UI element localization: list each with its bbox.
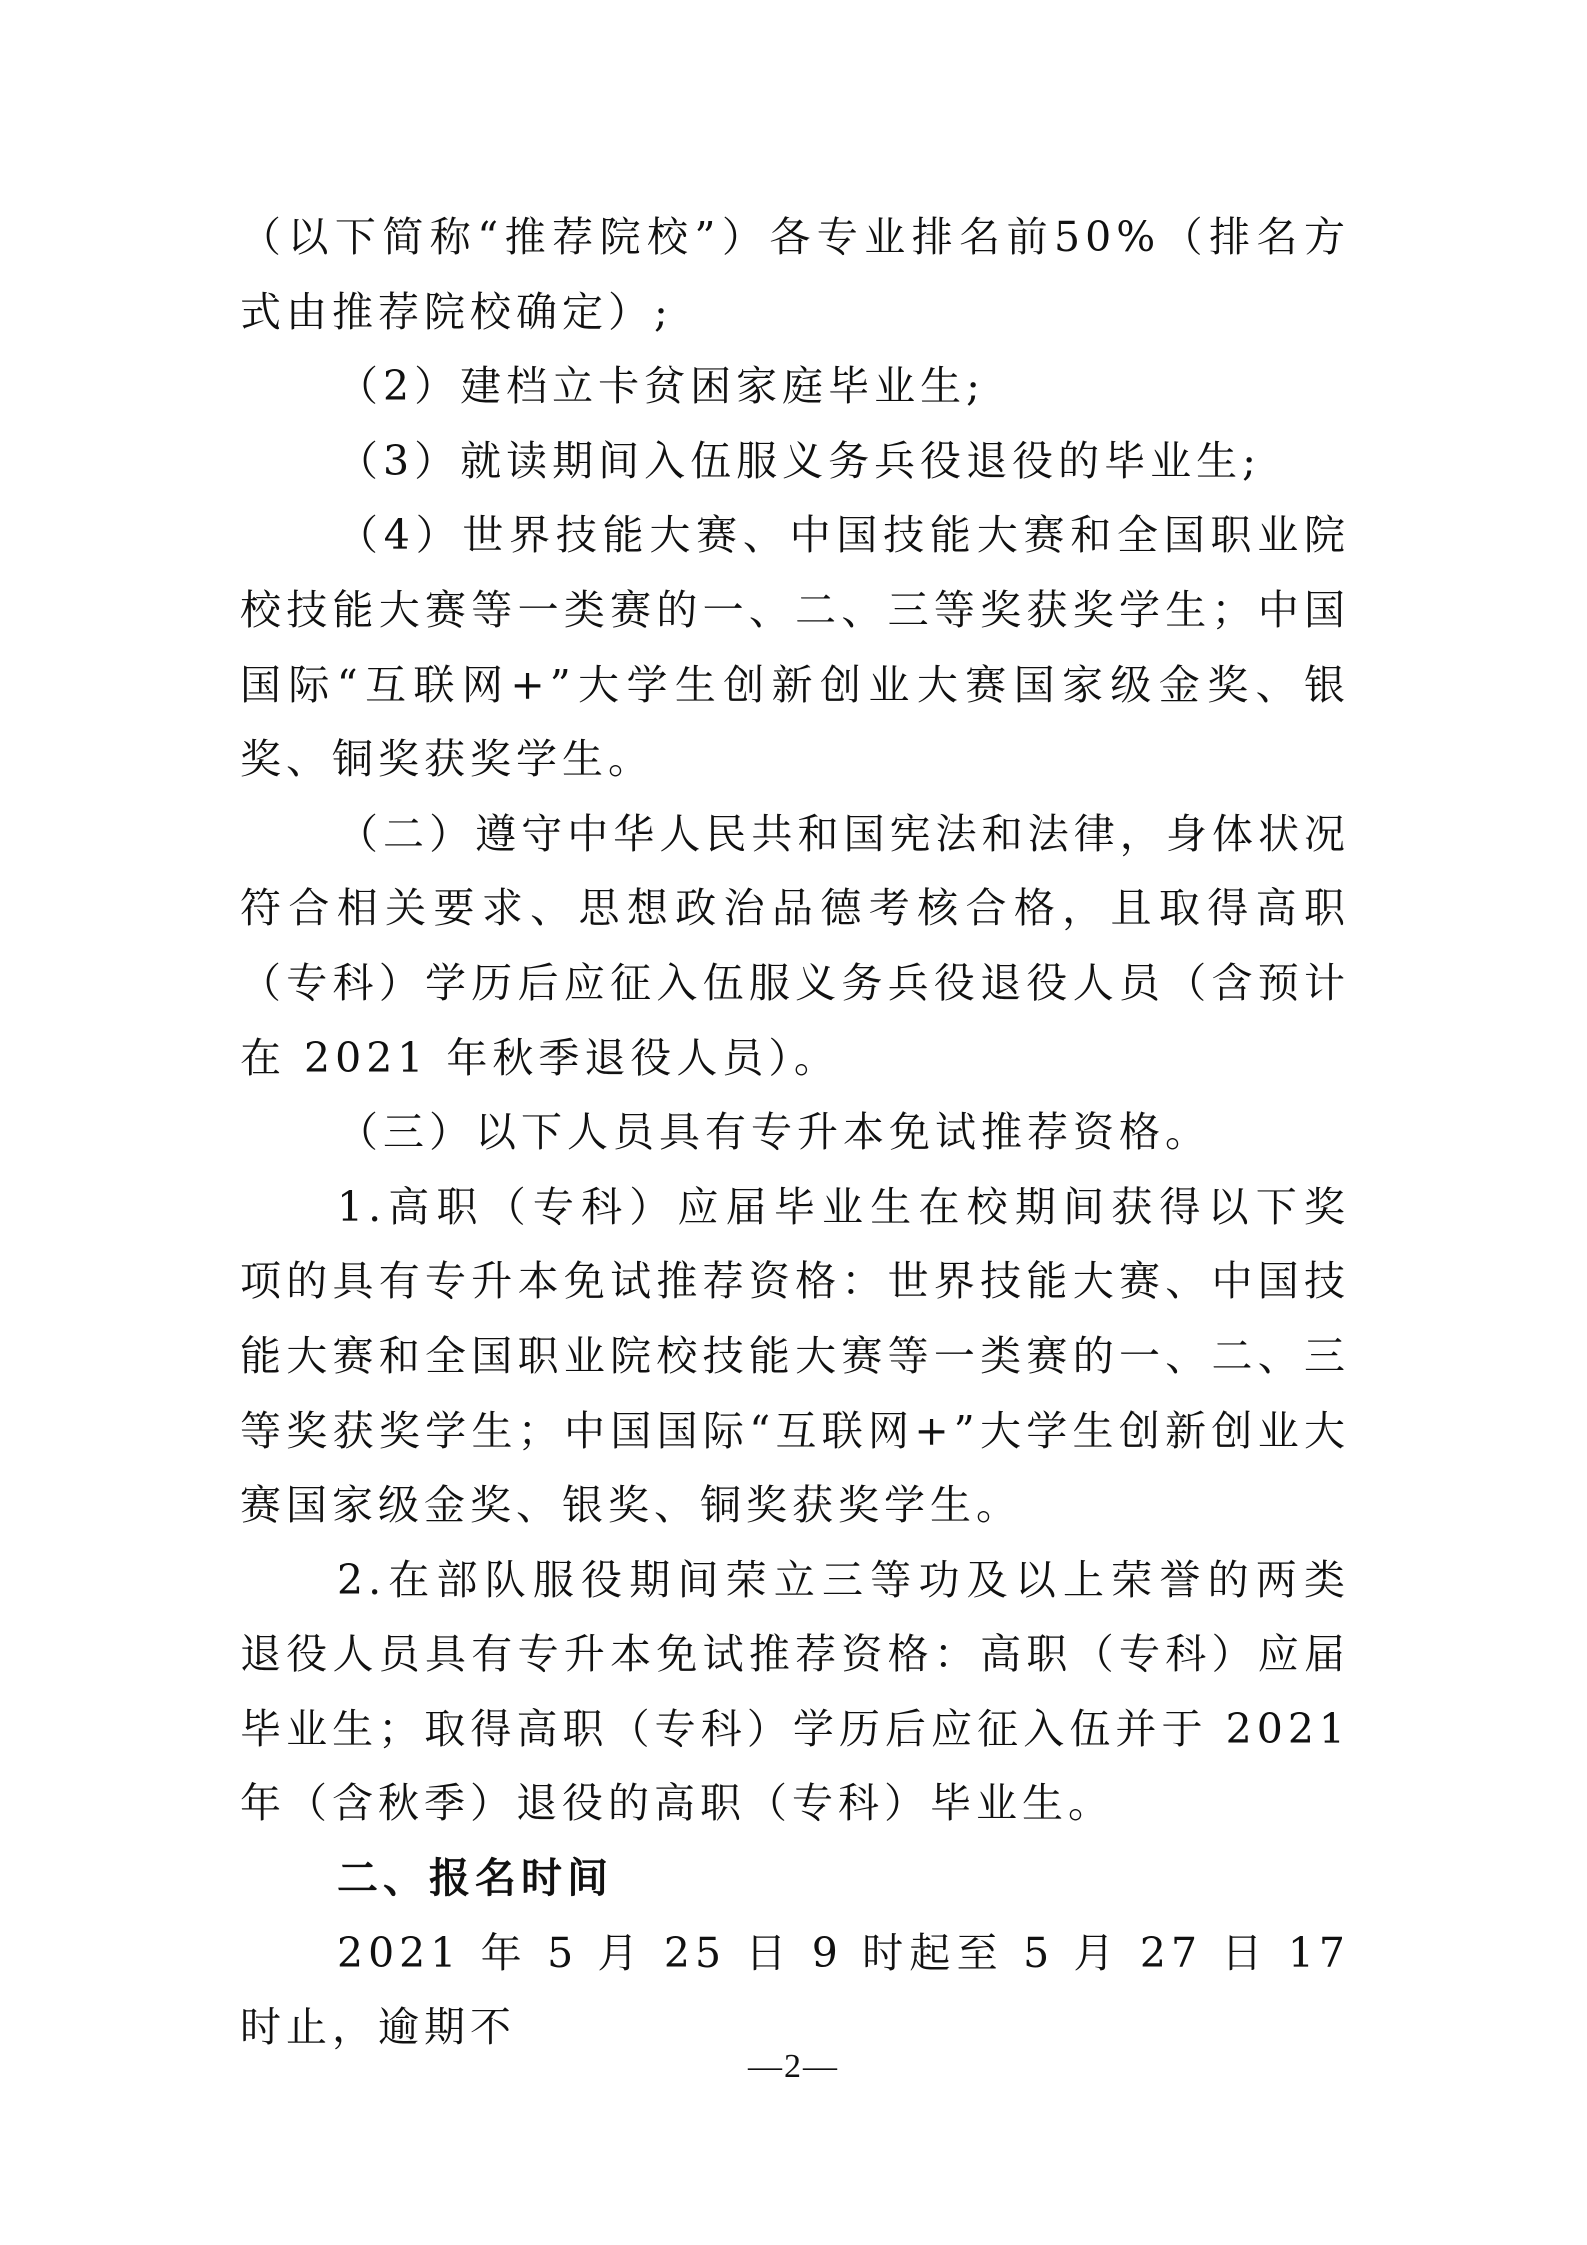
paragraph-item-4: （4）世界技能大赛、中国技能大赛和全国职业院校技能大赛等一类赛的一、二、三等奖获奖学生；中国国际“互联网+”大学生创新创业大赛国家级金奖、银奖、铜奖获奖学生。 <box>240 511 1350 784</box>
section-heading: 二、报名时间 <box>337 1854 613 1903</box>
document-body <box>240 200 1350 2065</box>
paragraph-item-2: （2）建档立卡贫困家庭毕业生; <box>337 362 985 411</box>
paragraph-recommend-schools: （以下简称“推荐院校”）各专业排名前50%（排名方式由推荐院校确定）; <box>240 213 1350 336</box>
page-number: —2— <box>748 2048 839 2085</box>
paragraph-section-three: （三）以下人员具有专升本免试推荐资格。 <box>337 1108 1211 1157</box>
paragraph-point-1: 1.高职（专科）应届毕业生在校期间获得以下奖项的具有专升本免试推荐资格：世界技能大赛、中国技能大赛和全国职业院校技能大赛等一类赛的一、二、三等奖获奖学生；中国国际“互联网+”大学生创新创业大赛国家级金奖、银奖、铜奖获奖学生。 <box>240 1182 1350 1530</box>
paragraph-registration-time: 2021 年 5 月 25 日 9 时起至 5 月 27 日 17 时止，逾期不 <box>240 1928 1350 2052</box>
paragraph-point-2: 2.在部队服役期间荣立三等功及以上荣誉的两类退役人员具有专升本免试推荐资格：高职（专科）应届毕业生；取得高职（专科）学历后应征入伍并于 2021 年（含秋季）退役的高职（专科）毕业生。 <box>240 1555 1350 1828</box>
paragraph-item-3: （3）就读期间入伍服义务兵役退役的毕业生; <box>337 436 1261 485</box>
paragraph-section-two: （二）遵守中华人民共和国宪法和法律，身体状况符合相关要求、思想政治品德考核合格，且取得高职（专科）学历后应征入伍服义务兵役退役人员（含预计在 2021 年秋季退役人员）。 <box>240 809 1350 1082</box>
